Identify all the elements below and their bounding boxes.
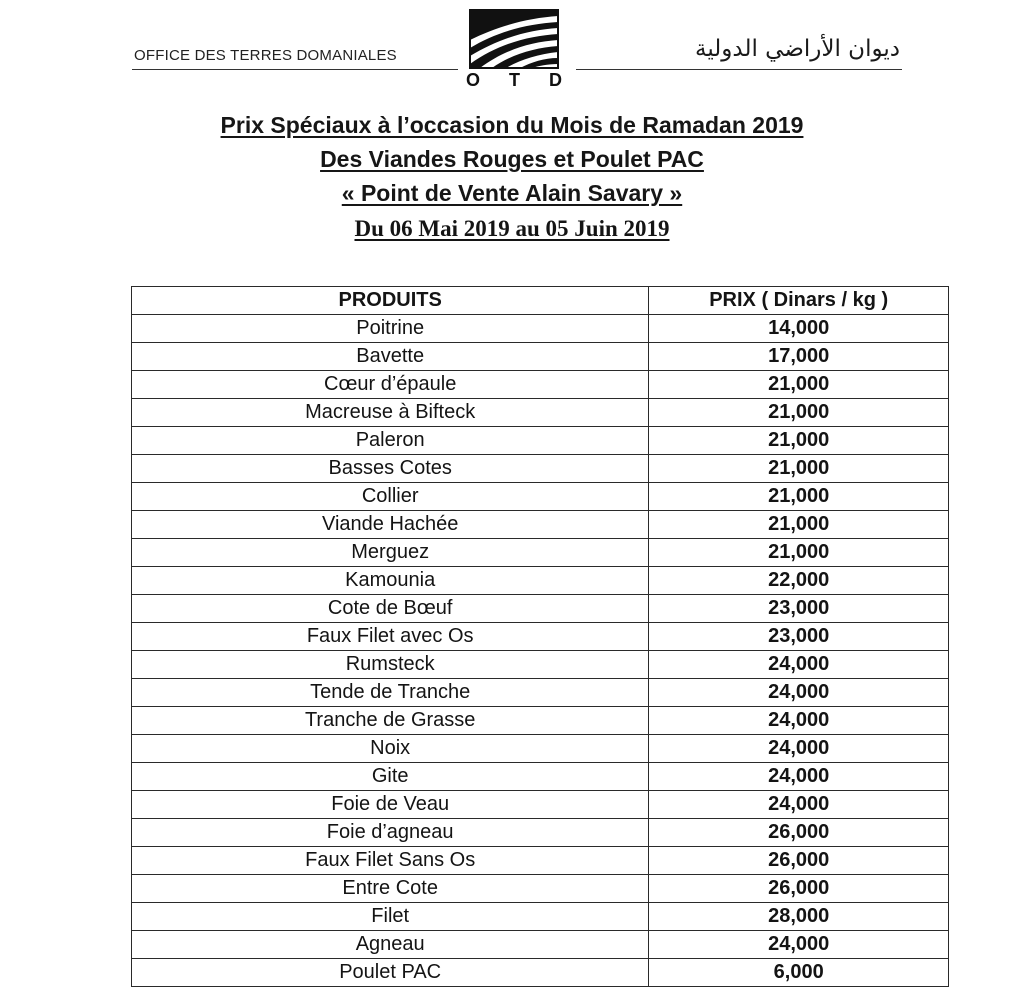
title-line-2: Des Viandes Rouges et Poulet PAC [320, 146, 704, 172]
title-date-range: Du 06 Mai 2019 au 05 Juin 2019 [354, 216, 670, 241]
price-cell: 26,000 [649, 819, 949, 847]
product-name-cell: Noix [132, 735, 649, 763]
table-row [132, 931, 949, 959]
logo-letter-d: D [548, 70, 562, 90]
table-row [132, 455, 949, 483]
table-row [132, 399, 949, 427]
header-rule-right [576, 69, 902, 70]
column-header-price: PRIX ( Dinars / kg ) [649, 287, 949, 315]
table-row [132, 679, 949, 707]
price-cell: 21,000 [649, 399, 949, 427]
table-row [132, 875, 949, 903]
otd-logo-icon [468, 8, 560, 70]
document-title-block [0, 108, 1024, 246]
product-name-cell: Macreuse à Bifteck [132, 399, 649, 427]
product-name-cell: Paleron [132, 427, 649, 455]
table-row [132, 567, 949, 595]
price-cell: 26,000 [649, 847, 949, 875]
price-cell: 21,000 [649, 427, 949, 455]
table-row [132, 511, 949, 539]
table-row [132, 763, 949, 791]
table-row [132, 791, 949, 819]
price-cell: 21,000 [649, 483, 949, 511]
logo-letter-t: T [509, 70, 520, 90]
product-name-cell: Filet [132, 903, 649, 931]
table-row [132, 371, 949, 399]
product-name-cell: Agneau [132, 931, 649, 959]
column-header-products: PRODUITS [132, 287, 649, 315]
product-name-cell: Foie de Veau [132, 791, 649, 819]
price-table [131, 286, 949, 987]
org-name-french: OFFICE DES TERRES DOMANIALES [134, 47, 397, 64]
product-name-cell: Merguez [132, 539, 649, 567]
price-cell: 22,000 [649, 567, 949, 595]
title-line-1: Prix Spéciaux à l’occasion du Mois de Ramadan 2019 [220, 112, 804, 138]
table-row [132, 735, 949, 763]
product-name-cell: Poulet PAC [132, 959, 649, 987]
price-cell: 24,000 [649, 931, 949, 959]
price-cell: 24,000 [649, 651, 949, 679]
product-name-cell: Gite [132, 763, 649, 791]
product-name-cell: Rumsteck [132, 651, 649, 679]
table-row [132, 959, 949, 987]
product-name-cell: Kamounia [132, 567, 649, 595]
product-name-cell: Collier [132, 483, 649, 511]
price-cell: 21,000 [649, 455, 949, 483]
product-name-cell: Tende de Tranche [132, 679, 649, 707]
product-name-cell: Cote de Bœuf [132, 595, 649, 623]
price-cell: 28,000 [649, 903, 949, 931]
table-row [132, 847, 949, 875]
table-row [132, 819, 949, 847]
table-row [132, 427, 949, 455]
price-cell: 24,000 [649, 735, 949, 763]
product-name-cell: Viande Hachée [132, 511, 649, 539]
product-name-cell: Faux Filet Sans Os [132, 847, 649, 875]
table-header-row [132, 287, 949, 315]
price-cell: 21,000 [649, 371, 949, 399]
price-cell: 17,000 [649, 343, 949, 371]
letterhead [0, 0, 1024, 100]
price-cell: 24,000 [649, 679, 949, 707]
header-rule-left [132, 69, 458, 70]
table-row [132, 315, 949, 343]
title-line-3: « Point de Vente Alain Savary » [341, 180, 683, 206]
product-name-cell: Basses Cotes [132, 455, 649, 483]
org-name-arabic: ديوان الأراضي الدولية [695, 36, 900, 62]
table-row [132, 651, 949, 679]
table-row [132, 707, 949, 735]
product-name-cell: Foie d’agneau [132, 819, 649, 847]
product-name-cell: Bavette [132, 343, 649, 371]
price-cell: 24,000 [649, 707, 949, 735]
product-name-cell: Tranche de Grasse [132, 707, 649, 735]
price-cell: 26,000 [649, 875, 949, 903]
product-name-cell: Cœur d’épaule [132, 371, 649, 399]
price-cell: 24,000 [649, 791, 949, 819]
table-row [132, 623, 949, 651]
table-row [132, 483, 949, 511]
product-name-cell: Poitrine [132, 315, 649, 343]
price-cell: 6,000 [649, 959, 949, 987]
table-row [132, 595, 949, 623]
table-row [132, 539, 949, 567]
product-name-cell: Entre Cote [132, 875, 649, 903]
price-cell: 14,000 [649, 315, 949, 343]
price-cell: 23,000 [649, 595, 949, 623]
price-cell: 21,000 [649, 511, 949, 539]
table-row [132, 343, 949, 371]
price-cell: 21,000 [649, 539, 949, 567]
price-table-body [132, 315, 949, 987]
price-cell: 24,000 [649, 763, 949, 791]
logo-letters [466, 70, 562, 91]
product-name-cell: Faux Filet avec Os [132, 623, 649, 651]
logo-letter-o: O [466, 70, 481, 90]
table-row [132, 903, 949, 931]
price-cell: 23,000 [649, 623, 949, 651]
